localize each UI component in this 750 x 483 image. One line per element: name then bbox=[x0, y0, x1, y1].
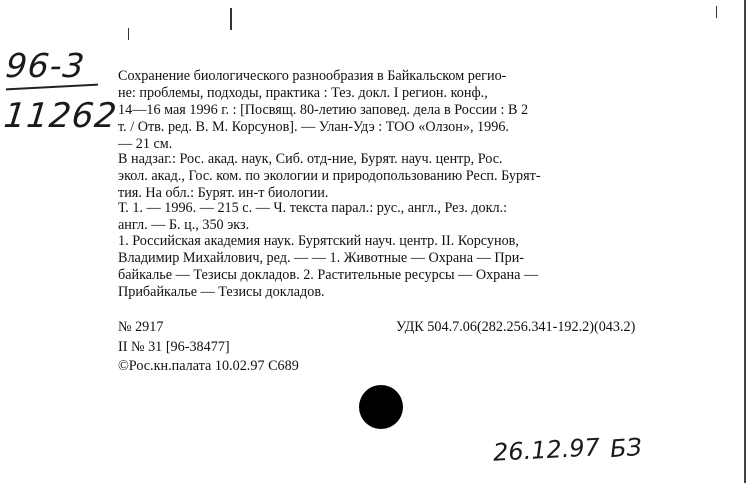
title-line: Сохранение биологического разнообразия в Байкальском регио- bbox=[118, 68, 507, 84]
card-punch-hole bbox=[359, 385, 403, 429]
title-line: — 21 см. bbox=[118, 136, 173, 152]
title-line: не: проблемы, подходы, практика : Тез. докл. I регион. конф., bbox=[118, 85, 488, 101]
handwritten-inventory-number: 11262 bbox=[1, 96, 120, 136]
udc-classification: УДК 504.7.06(282.256.341-192.2)(043.2) bbox=[396, 319, 636, 335]
book-chamber-stamp: ©Рос.кн.палата 10.02.97 С689 bbox=[118, 358, 299, 374]
volume-line: Т. 1. — 1996. — 215 с. — Ч. текста парал.: рус., англ., Рез. докл.: bbox=[118, 200, 508, 216]
volume-block bbox=[118, 200, 690, 234]
issuer-line: тия. На обл.: Бурят. ин-т биологии. bbox=[118, 185, 329, 201]
record-number: № 2917 bbox=[118, 319, 164, 335]
print-mark bbox=[230, 8, 232, 30]
print-mark bbox=[716, 6, 717, 18]
issuer-block bbox=[118, 151, 690, 202]
subject-line: байкалье — Тезисы докладов. 2. Растительные ресурсы — Охрана — bbox=[118, 267, 539, 283]
handwritten-initials: БЗ bbox=[609, 432, 643, 464]
issuer-line: В надзаг.: Рос. акад. наук, Сиб. отд-ние, Бурят. науч. центр, Рос. bbox=[118, 151, 503, 167]
subject-line: Прибайкалье — Тезисы докладов. bbox=[118, 284, 325, 300]
title-line: т. / Отв. ред. В. М. Корсунов]. — Улан-Удэ : ТОО «Олзон», 1996. bbox=[118, 119, 509, 135]
volume-line: англ. — Б. ц., 350 экз. bbox=[118, 217, 250, 233]
handwritten-shelf-mark: 96-3 bbox=[3, 46, 87, 85]
handwritten-date: 26.12.97 bbox=[492, 433, 601, 467]
issuer-line: экол. акад., Гос. ком. по экологии и природопользованию Респ. Бурят- bbox=[118, 168, 541, 184]
print-mark bbox=[128, 28, 129, 40]
subject-line: 1. Российская академия наук. Бурятский науч. центр. II. Корсунов, bbox=[118, 233, 519, 249]
subject-block bbox=[118, 233, 690, 301]
title-line: 14—16 мая 1996 г. : [Посвящ. 80-летию заповед. дела в России : В 2 bbox=[118, 102, 529, 118]
subject-line: Владимир Михайлович, ред. — — 1. Животные — Охрана — При- bbox=[118, 250, 525, 266]
title-block bbox=[118, 68, 690, 153]
record-number-secondary: II № 31 [96-38477] bbox=[118, 339, 230, 355]
card-edge bbox=[744, 0, 746, 483]
